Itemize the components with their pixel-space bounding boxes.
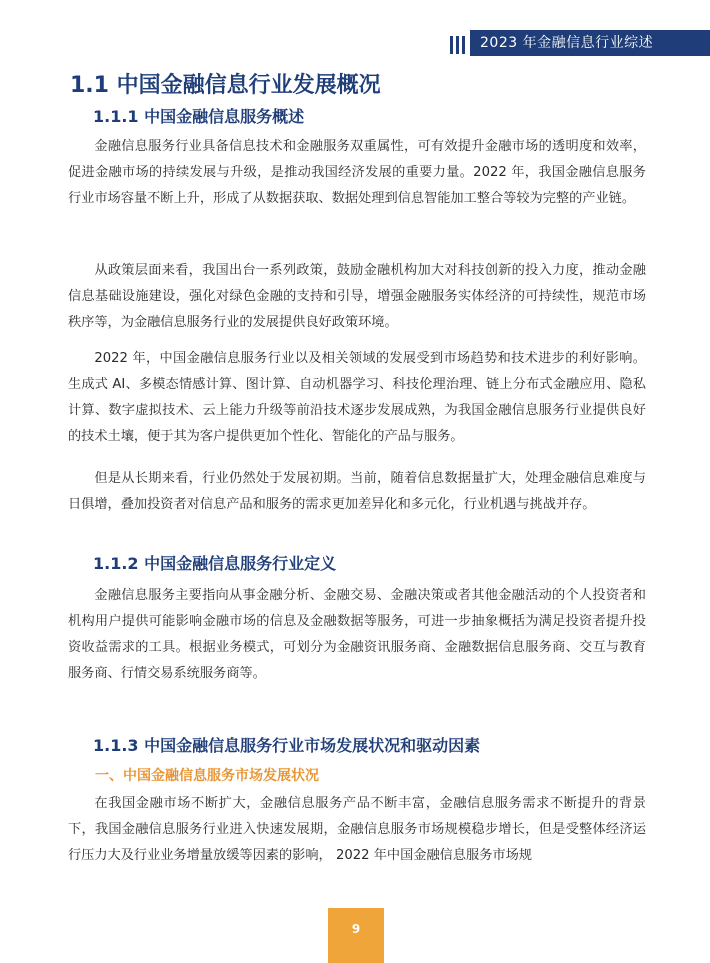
paragraph: 从政策层面来看，我国出台一系列政策，鼓励金融机构加大对科技创新的投入力度，推动金融信息基础设施建设，强化对绿色金融的支持和引导，增强金融服务实体经济的可持续性，规范市场秩序等，为金融信息服务行业的发展提供良好政策环境。 [68, 263, 646, 330]
section-heading-1-1-2: 1.1.2 中国金融信息服务行业定义 [93, 554, 337, 573]
paragraph: 金融信息服务行业具备信息技术和金融服务双重属性，可有效提升金融市场的透明度和效率，促进金融市场的持续发展与升级，是推动我国经济发展的重要力量。2022 年，我国金融信息服务行业市场容量不断上升，形成了从数据获取、数据处理到信息智能加工整合等较为完整的产业链。 [68, 139, 646, 206]
section-heading-1-1-1: 1.1.1 中国金融信息服务概述 [93, 107, 305, 126]
paragraph: 在我国金融市场不断扩大，金融信息服务产品不断丰富，金融信息服务需求不断提升的背景下，我国金融信息服务行业进入快速发展期，金融信息服务市场规模稳步增长，但是受整体经济运行压力大及行业业务增量放缓等因素的影响， 2022 年中国金融信息服务市场规 [68, 796, 646, 863]
subsection-heading: 一、中国金融信息服务市场发展状况 [95, 768, 319, 784]
header-title: 2023 年金融信息行业综述 [480, 35, 654, 51]
paragraph: 但是从长期来看，行业仍然处于发展初期。当前，随着信息数据量扩大，处理金融信息难度与日俱增，叠加投资者对信息产品和服务的需求更加差异化和多元化，行业机遇与挑战并存。 [68, 471, 646, 512]
section-heading-1-1: 1.1 中国金融信息行业发展概况 [70, 73, 381, 98]
paragraph: 金融信息服务主要指向从事金融分析、金融交易、金融决策或者其他金融活动的个人投资者和机构用户提供可能影响金融市场的信息及金融数据等服务，可进一步抽象概括为满足投资者提升投资收益需求的工具。根据业务模式，可划分为金融资讯服务商、金融数据信息服务商、交互与教育服务商、行情交易系统服务商等。 [68, 588, 646, 681]
section-heading-1-1-3: 1.1.3 中国金融信息服务行业市场发展状况和驱动因素 [93, 736, 481, 755]
page-number: 9 [351, 922, 361, 936]
paragraph: 2022 年，中国金融信息服务行业以及相关领域的发展受到市场趋势和技术进步的利好影响。生成式 AI、多模态情感计算、图计算、自动机器学习、科技伦理治理、链上分布式金融应用、隐私计算、数字虚拟技术、云上能力升级等前沿技术逐步发展成熟，为我国金融信息服务行业提供良好的技术土壤，便于其为客户提供更加个性化、智能化的产品与服务。 [68, 351, 646, 444]
page-number-box [328, 908, 384, 963]
